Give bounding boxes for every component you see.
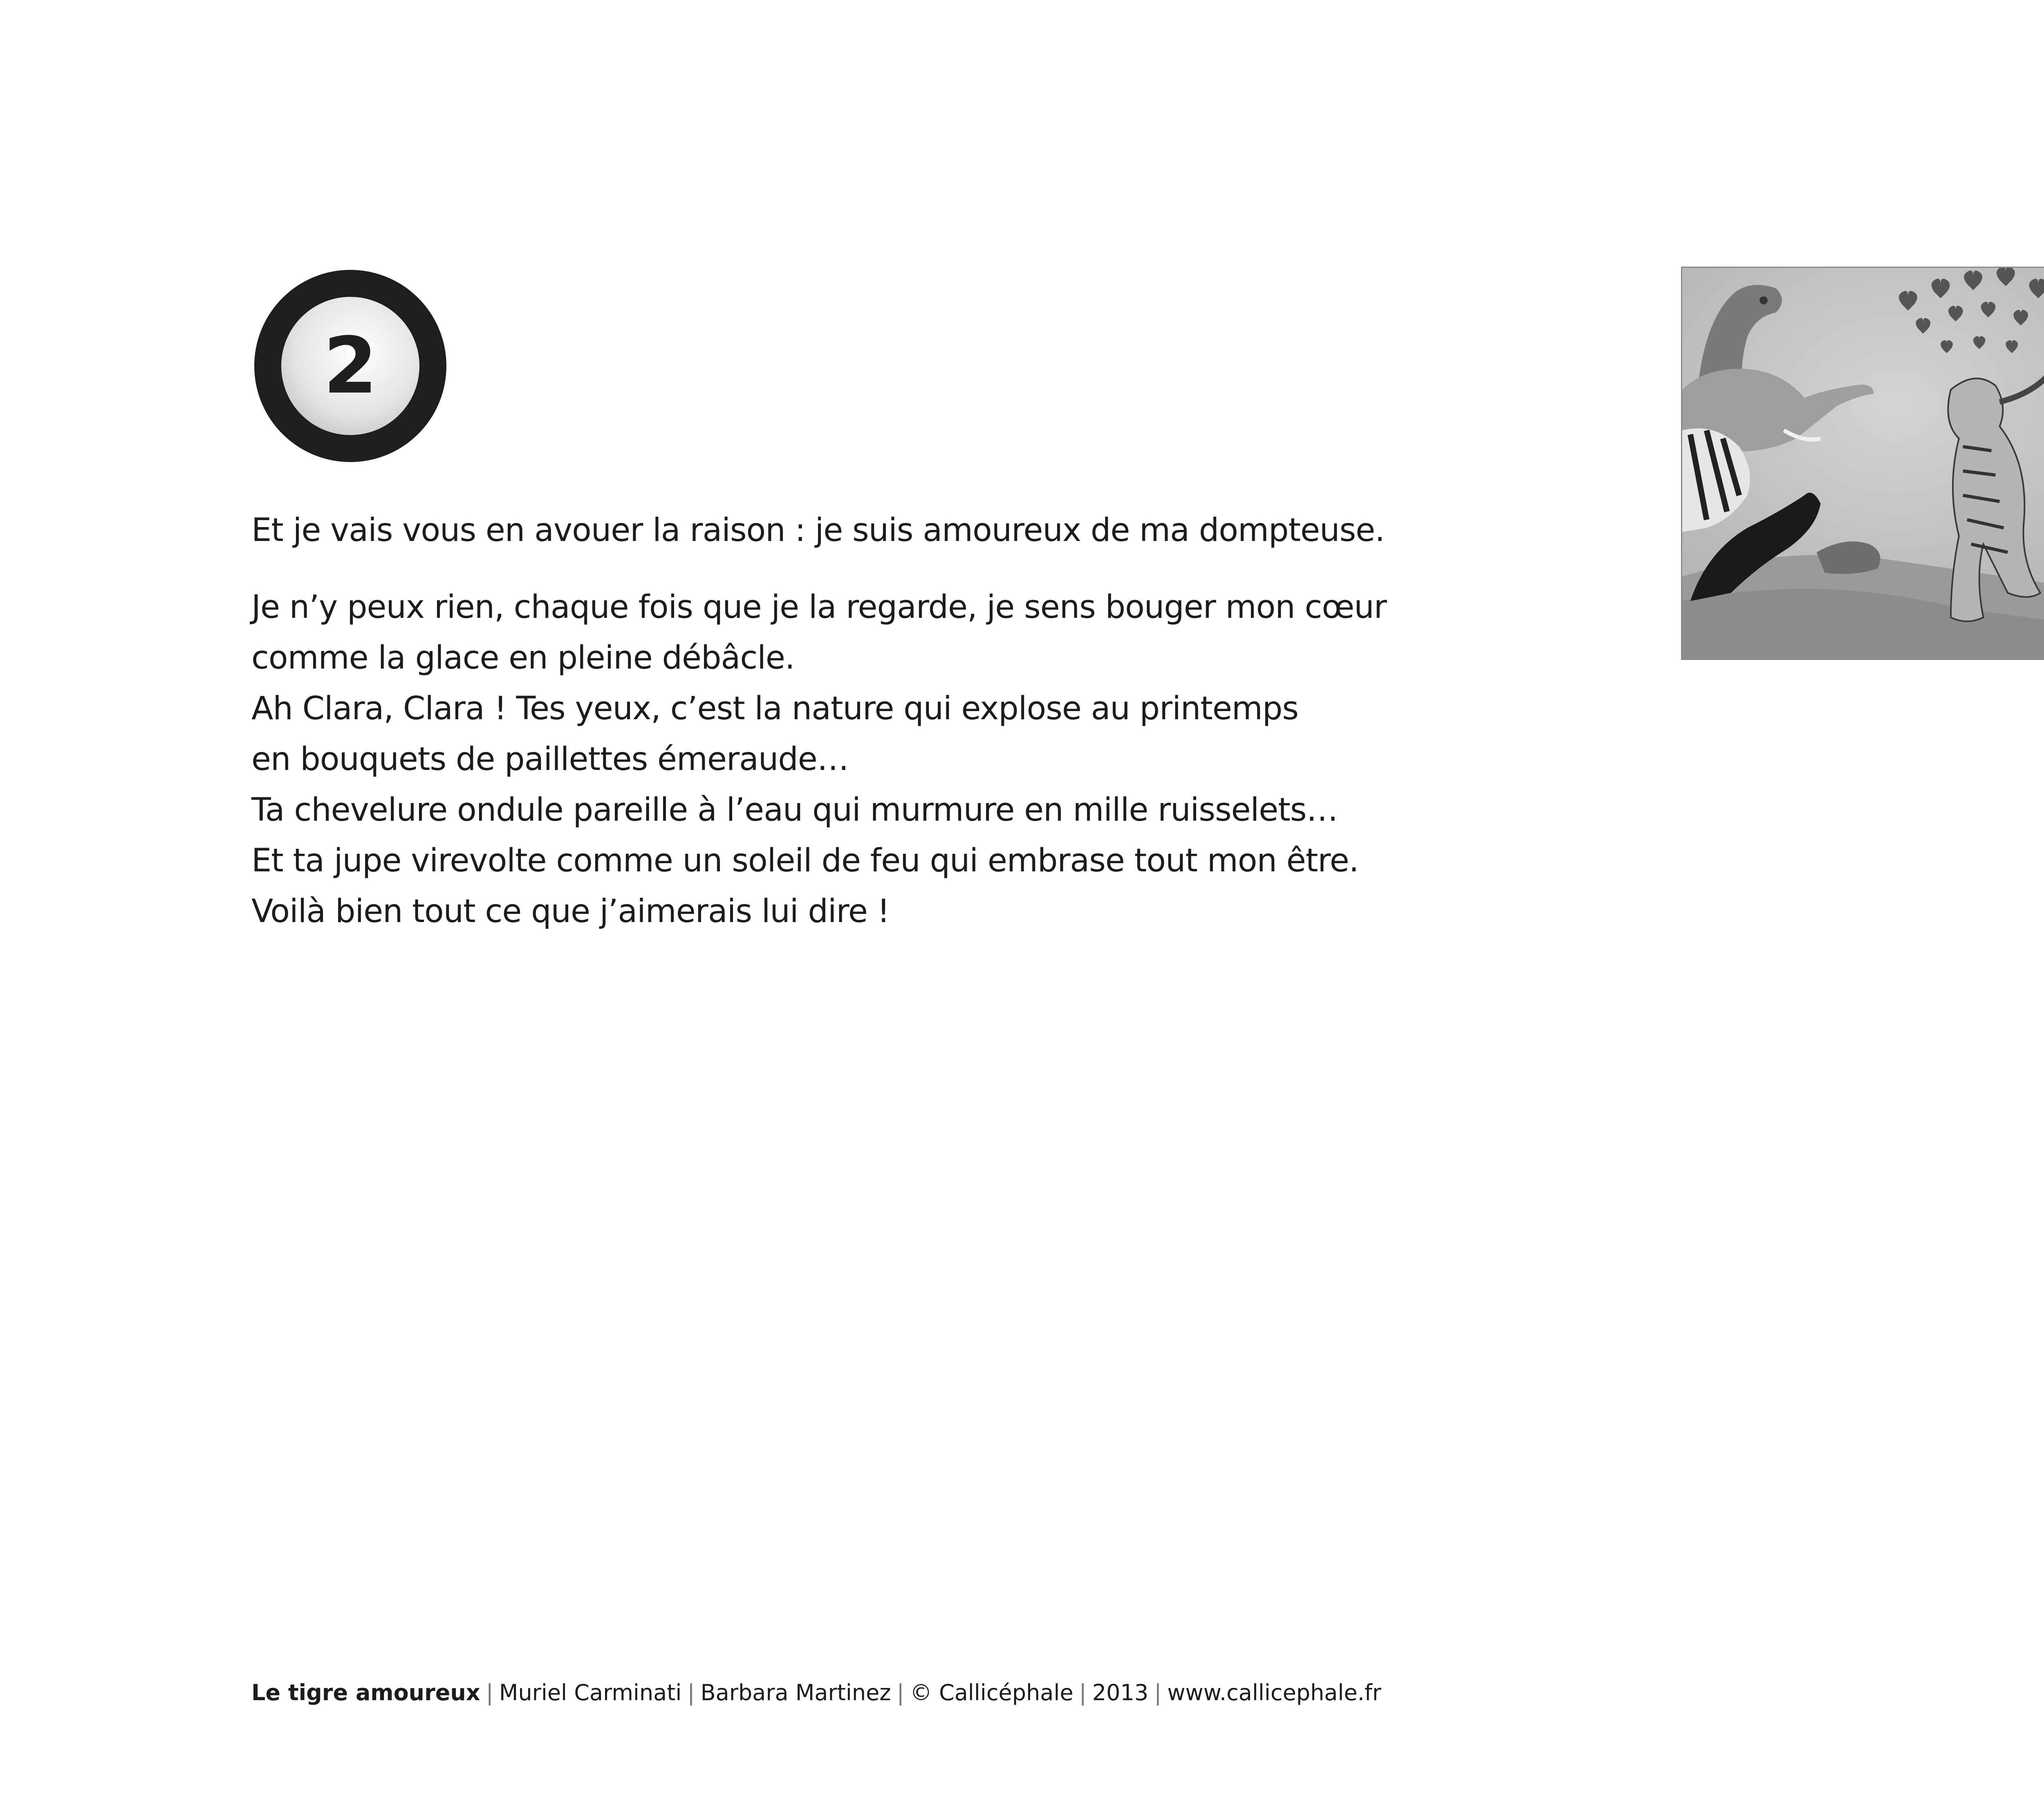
paragraph-line: Et ta jupe virevolte comme un soleil de feu qui embrase tout mon être.: [251, 842, 1359, 879]
paragraph-line: comme la glace en pleine débâcle.: [251, 640, 795, 676]
author-name: Muriel Carminati: [499, 1680, 682, 1706]
paragraph-line: Voilà bien tout ce que j’aimerais lui dire !: [251, 893, 890, 930]
book-title: Le tigre amoureux: [251, 1680, 480, 1706]
separator: |: [486, 1680, 493, 1706]
paragraph-line: Je n’y peux rien, chaque fois que je la regarde, je sens bouger mon cœur: [251, 589, 1387, 626]
story-text: [251, 505, 1560, 937]
publisher-name: © Callicéphale: [910, 1680, 1074, 1706]
paragraph-line: Et je vais vous en avouer la raison : je suis amoureux de ma dompteuse.: [251, 512, 1385, 549]
page-number-badge: [254, 270, 446, 462]
paragraph-line: en bouquets de paillettes émeraude…: [251, 741, 849, 778]
paragraph-line: Ta chevelure ondule pareille à l’eau qui murmure en mille ruisselets…: [251, 792, 1338, 828]
illustrator-name: Barbara Martinez: [700, 1680, 891, 1706]
separator: |: [1154, 1680, 1162, 1706]
page-number: 2: [323, 321, 378, 411]
separator: |: [1079, 1680, 1087, 1706]
separator: |: [687, 1680, 695, 1706]
separator: |: [896, 1680, 904, 1706]
publication-year: 2013: [1092, 1680, 1149, 1706]
paragraph-line: Ah Clara, Clara ! Tes yeux, c’est la nature qui explose au printemps: [251, 690, 1299, 727]
footer-credits: [251, 1680, 1381, 1706]
tiger-in-love-illustration-icon: [1681, 267, 2044, 660]
website-link[interactable]: www.callicephale.fr: [1167, 1680, 1381, 1706]
